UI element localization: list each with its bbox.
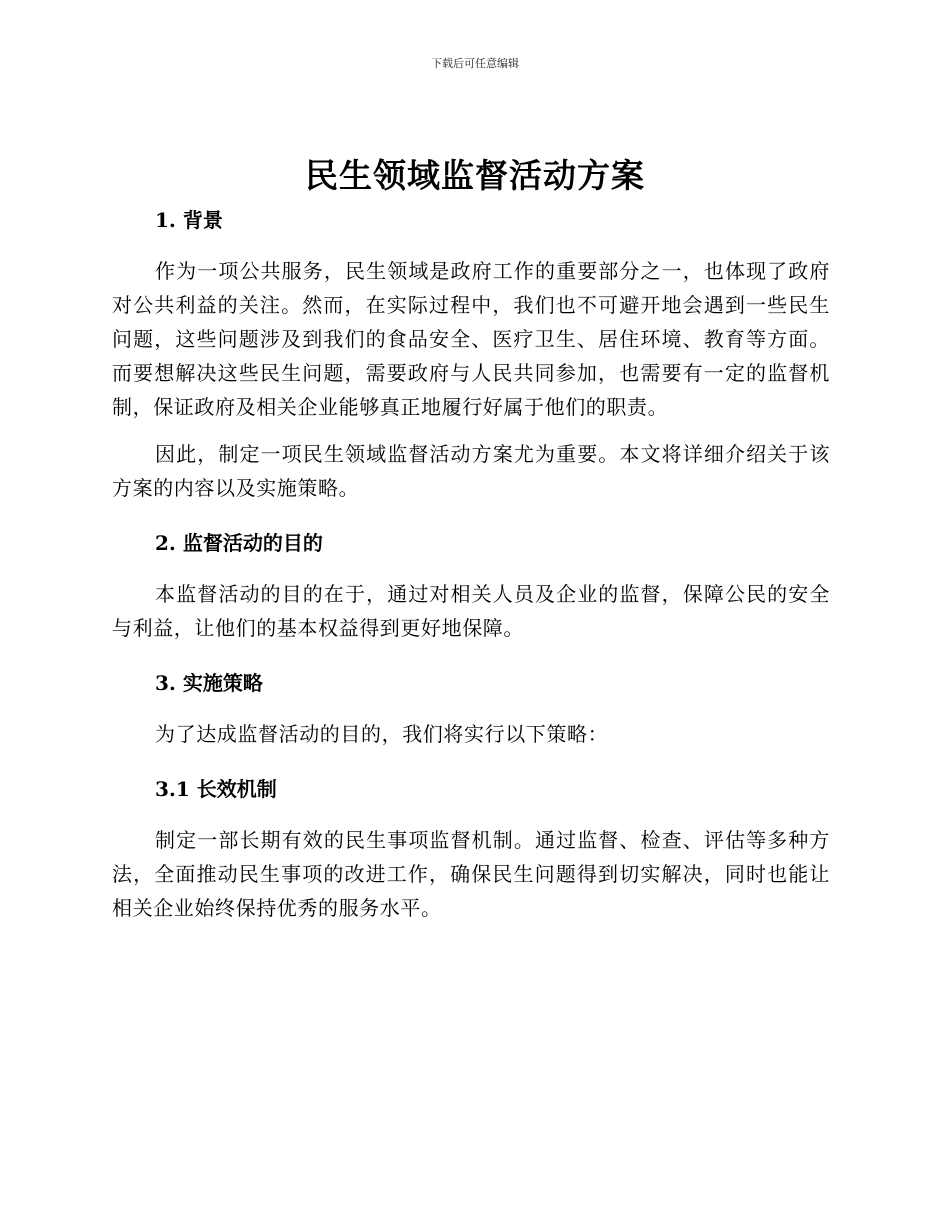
paragraph-long-term-mechanism-1: 制定一部长期有效的民生事项监督机制。通过监督、检查、评估等多种方法，全面推动民生事项的改进工作，确保民生问题得到切实解决，同时也能让相关企业始终保持优秀的服务水平。 bbox=[112, 828, 830, 920]
header-note: 下载后可任意编辑 bbox=[431, 57, 519, 70]
paragraph-purpose-1: 本监督活动的目的在于，通过对相关人员及企业的监督，保障公民的安全与利益，让他们的基本权益得到更好地保障。 bbox=[112, 582, 830, 640]
section-heading-purpose: 2. 监督活动的目的 bbox=[155, 531, 323, 555]
section-heading-background: 1. 背景 bbox=[155, 208, 223, 232]
paragraph-background-2: 因此，制定一项民生领域监督活动方案尤为重要。本文将详细介绍关于该方案的内容以及实施策略。 bbox=[112, 442, 830, 500]
paragraph-background-1: 作为一项公共服务，民生领域是政府工作的重要部分之一，也体现了政府对公共利益的关注。然而，在实际过程中，我们也不可避开地会遇到一些民生问题，这些问题涉及到我们的食品安全、医疗卫生、居住环境、教育等方面。而要想解决这些民生问题，需要政府与人民共同参加，也需要有一定的监督机制，保证政府及相关企业能够真正地履行好属于他们的职责。 bbox=[112, 259, 830, 419]
section-heading-long-term-mechanism: 3.1 长效机制 bbox=[155, 777, 277, 801]
section-heading-strategy: 3. 实施策略 bbox=[155, 671, 263, 695]
paragraph-strategy-1: 为了达成监督活动的目的，我们将实行以下策略： bbox=[155, 722, 609, 746]
document-body bbox=[112, 206, 830, 925]
document-title: 民生领域监督活动方案 bbox=[305, 156, 645, 195]
